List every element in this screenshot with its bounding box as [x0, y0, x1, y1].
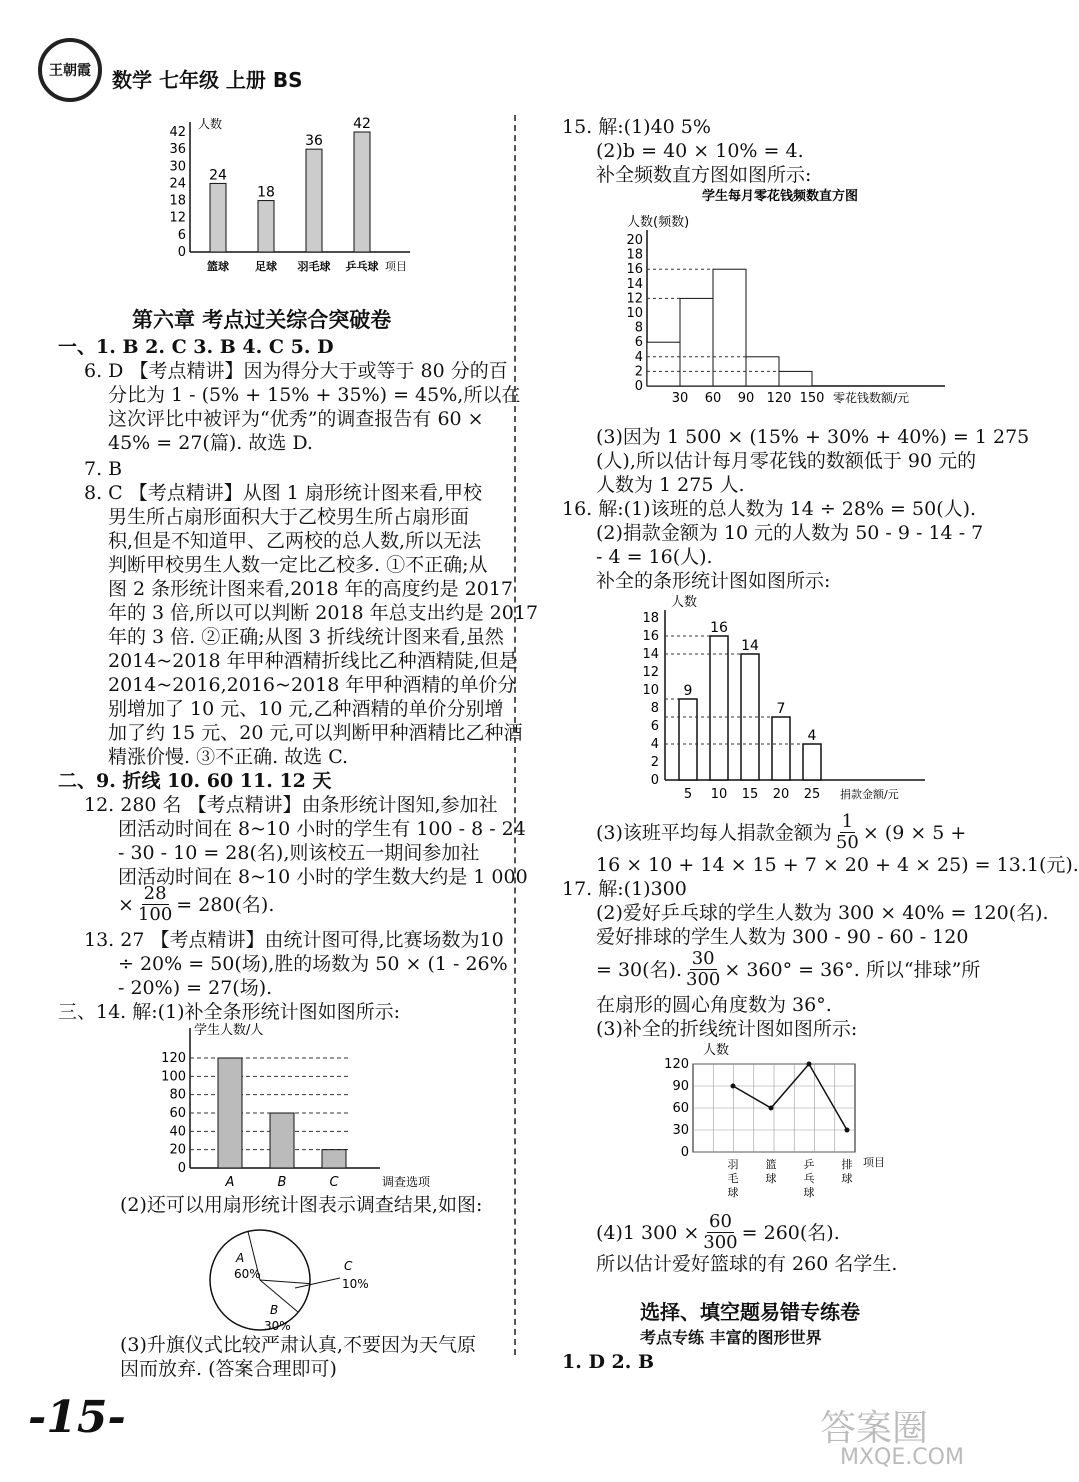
answer-line: 17. 解:(1)300 [562, 878, 687, 900]
chart4-histogram [615, 186, 955, 416]
answer-line: 补全频数直方图如图所示: [596, 164, 812, 186]
pie-slice-edge [260, 1280, 298, 1312]
answer-line: 精涨价慢. ③不正确. 故选 C. [108, 746, 349, 768]
numerator: 1 [841, 811, 854, 832]
bar [258, 201, 274, 252]
y-tick-label: 120 [664, 1057, 689, 1072]
answer-line-fraction [596, 949, 980, 990]
x-tick-label: 10 [710, 787, 728, 802]
fraction [138, 884, 172, 925]
y-tick-label: 14 [642, 647, 659, 662]
answer-line: 16. 解:(1)该班的总人数为 14 ÷ 28% = 50(人). [562, 498, 977, 520]
text: = 260(名). [741, 1221, 840, 1244]
logo-text: 王朝霞 [49, 63, 91, 79]
answer-line: 在扇形的圆心角度数为 36°. [596, 994, 832, 1016]
answer-line: 1. D 2. B [562, 1351, 655, 1373]
x-tick-label: A [225, 1175, 235, 1190]
page-header-title: 数学 七年级 上册 BS [112, 68, 303, 92]
answer-line: 别增加了 10 元、10 元,乙种酒精的单价分别增 [108, 698, 504, 720]
section-title: 第六章 考点过关综合突破卷 [132, 307, 392, 332]
y-tick-label: 6 [177, 227, 186, 243]
x-tick-label: 乒乓球 [345, 260, 379, 273]
y-tick-label: 120 [161, 1051, 186, 1066]
answer-line: 年的 3 倍,所以可以判断 2018 年总支出约是 2017 [108, 602, 539, 624]
fraction [703, 1212, 737, 1253]
y-axis-label: 人数(频数) [627, 215, 690, 230]
x-tick-label: 排 [841, 1158, 853, 1171]
chart1-sports-bar [160, 112, 440, 277]
bar [713, 269, 746, 386]
y-tick-label: 10 [642, 683, 659, 698]
answer-line-fraction [596, 1212, 840, 1253]
answer-line: (3)补全的折线统计图如图所示: [596, 1018, 858, 1040]
y-tick-label: 36 [169, 142, 186, 158]
y-tick-label: 14 [626, 276, 643, 292]
x-tick-label: 90 [737, 391, 755, 406]
answer-line: 年的 3 倍. ②正确;从图 3 折线统计图来看,虽然 [108, 626, 504, 648]
bar [803, 744, 821, 780]
answer-line: 积,但是不知道甲、乙两校的总人数,所以无法 [108, 530, 482, 552]
x-tick-label: 20 [772, 787, 790, 802]
x-tick-label: 60 [704, 391, 722, 406]
y-tick-label: 12 [626, 291, 643, 307]
denominator: 300 [703, 1232, 738, 1253]
answer-line: 12. 280 名 【考点精讲】由条形统计图知,参加社 [84, 794, 498, 816]
answer-line: 分比为 1 - (5% + 15% + 35%) = 45%,所以在 [108, 384, 521, 406]
slice-pct: 60% [234, 1267, 261, 1281]
data-label: 4 [807, 728, 817, 744]
answer-line: 13. 27 【考点精讲】由统计图可得,比赛场数为10 [84, 929, 504, 951]
fraction [836, 812, 859, 853]
x-tick-label: 篮球 [207, 260, 229, 273]
answer-line: 2014~2018 年甲种酒精折线比乙种酒精陡,但是 [108, 650, 518, 672]
logo [38, 38, 102, 102]
answer-line-fraction [118, 884, 274, 925]
y-tick-label: 0 [177, 245, 186, 260]
y-tick-label: 90 [672, 1079, 689, 1094]
y-tick-label: 4 [650, 737, 659, 752]
answer-line: 8. C 【考点精讲】从图 1 扇形统计图来看,甲校 [84, 482, 482, 504]
x-axis-label: 零花钱数额/元 [833, 391, 910, 405]
answer-line: 15. 解:(1)40 5% [562, 116, 711, 138]
bar [322, 1150, 346, 1168]
fraction [686, 949, 720, 990]
y-axis-label: 学生人数/人 [194, 1023, 264, 1038]
section-subtitle: 考点专练 丰富的图形世界 [640, 1328, 822, 1347]
text: (3)该班平均每人捐款金额为 [596, 821, 832, 844]
answer-line: (2)还可以用扇形统计图表示调查结果,如图: [120, 1194, 483, 1216]
bar [218, 1058, 242, 1168]
answer-line: 判断甲校男生人数一定比乙校多. ①不正确;从 [108, 554, 488, 576]
y-axis-label: 人数 [703, 1043, 730, 1058]
x-tick-label: 乒 [803, 1158, 815, 1171]
answer-line: 三、14. 解:(1)补全条形统计图如图所示: [58, 1001, 400, 1023]
numerator: 30 [691, 948, 715, 969]
x-tick-label: 120 [766, 391, 792, 406]
x-tick-label: 羽毛球 [297, 260, 331, 273]
y-tick-label: 40 [169, 1124, 186, 1140]
answer-line: ÷ 20% = 50(场),胜的场数为 50 × (1 - 26% [118, 953, 508, 975]
chart5-donation-bar [635, 592, 935, 807]
answer-line: 补全的条形统计图如图所示: [596, 570, 831, 592]
x-tick-label: 篮 [765, 1158, 777, 1171]
x-tick-label: 毛 [727, 1172, 739, 1185]
bar [680, 298, 713, 386]
data-label: 42 [353, 116, 371, 132]
x-axis-label: 捐款金额/元 [840, 788, 899, 801]
slice-pct: 10% [342, 1277, 369, 1291]
y-tick-label: 16 [642, 629, 659, 644]
y-tick-label: 0 [634, 379, 643, 394]
y-axis-label: 人数 [671, 595, 698, 610]
page-number: -15- [28, 1392, 126, 1443]
y-tick-label: 24 [169, 176, 186, 192]
y-tick-label: 12 [169, 210, 186, 226]
x-tick-label: 25 [803, 787, 821, 802]
x-tick-label: 球 [727, 1186, 739, 1199]
x-axis-label: 项目 [863, 1156, 885, 1169]
denominator: 300 [686, 969, 721, 990]
y-tick-label: 2 [634, 364, 643, 380]
answer-line: (3)因为 1 500 × (15% + 30% + 40%) = 1 275 [596, 426, 1030, 448]
x-tick-label: 30 [671, 391, 689, 406]
text: = 280(名). [176, 893, 275, 916]
y-tick-label: 6 [634, 335, 643, 351]
data-label: 7 [776, 701, 786, 717]
answer-line: (人),所以估计每月零花钱的数额低于 90 元的 [596, 450, 977, 472]
watermark-url: MXQE.COM [840, 1445, 964, 1470]
x-tick-label: 足球 [255, 260, 277, 273]
x-axis-label: 项目 [385, 260, 407, 273]
denominator: 100 [137, 904, 173, 925]
answer-line: 这次评比中被评为“优秀”的调查报告有 60 × [108, 408, 484, 430]
y-tick-label: 18 [626, 247, 643, 263]
answer-line: 人数为 1 275 人. [596, 474, 745, 496]
y-tick-label: 0 [680, 1145, 689, 1160]
numerator: 28 [143, 883, 167, 904]
y-tick-label: 18 [169, 193, 186, 209]
y-tick-label: 12 [642, 665, 659, 680]
answer-line: 6. D 【考点精讲】因为得分大于或等于 80 分的百 [84, 360, 508, 382]
x-tick-label: 球 [765, 1172, 777, 1185]
text: = 30(名). [596, 958, 683, 981]
y-tick-label: 80 [169, 1087, 186, 1103]
y-tick-label: 8 [650, 701, 659, 716]
x-axis-label: 调查选项 [382, 1175, 431, 1189]
pie-slice-edge [260, 1280, 310, 1284]
answer-line: 因而放弃. (答案合理即可) [120, 1358, 337, 1380]
series-line [733, 1064, 847, 1130]
answer-line: - 4 = 16(人). [596, 546, 713, 568]
answer-line: - 30 - 10 = 28(名),则该校五一期间参加社 [118, 842, 480, 864]
y-tick-label: 30 [672, 1123, 689, 1138]
answer-line: 7. B [84, 458, 123, 480]
chart2-survey-bar [150, 1020, 460, 1195]
y-tick-label: 2 [650, 755, 659, 770]
x-tick-label: 羽 [727, 1158, 739, 1171]
y-tick-label: 20 [626, 233, 643, 248]
data-point [807, 1062, 812, 1067]
answer-line: 一、1. B 2. C 3. B 4. C 5. D [58, 336, 334, 358]
y-axis-label: 人数 [198, 117, 223, 131]
y-tick-label: 0 [177, 1161, 186, 1176]
answer-line: (2)捐款金额为 10 元的人数为 50 - 9 - 14 - 7 [596, 522, 984, 544]
data-label: 36 [305, 133, 323, 150]
answer-line: 45% = 27(篇). 故选 D. [108, 432, 313, 454]
numerator: 60 [709, 1211, 732, 1232]
answer-line: 图 2 条形统计图来看,2018 年的高度约是 2017 [108, 578, 513, 600]
y-tick-label: 42 [169, 125, 186, 140]
y-tick-label: 20 [169, 1142, 186, 1158]
answer-line: 所以估计爱好篮球的有 260 名学生. [596, 1253, 898, 1275]
bar [772, 717, 790, 780]
text: × 360° = 36°. 所以“排球”所 [724, 958, 981, 981]
answer-line: 加了约 15 元、20 元,可以判断甲种酒精比乙种酒 [108, 722, 523, 744]
denominator: 50 [835, 832, 859, 853]
x-tick-label: 球 [841, 1172, 853, 1185]
data-label: 14 [741, 638, 759, 654]
x-tick-label: B [277, 1175, 287, 1190]
watermark: 答案圈 [820, 1408, 929, 1449]
data-label: 18 [257, 184, 275, 201]
data-label: 16 [710, 620, 728, 636]
slice-label: B [270, 1303, 279, 1317]
answer-line-fraction [596, 812, 966, 853]
text: × [118, 893, 134, 916]
bar [647, 342, 680, 386]
x-tick-label: 150 [799, 391, 825, 406]
answer-line: 二、9. 折线 10. 60 11. 12 天 [58, 770, 332, 792]
y-tick-label: 10 [626, 306, 643, 321]
y-tick-label: 4 [634, 349, 643, 365]
x-tick-label: C [329, 1175, 339, 1190]
slice-label: A [236, 1251, 245, 1265]
text: (4)1 300 × [596, 1221, 700, 1244]
chart-title: 学生每月零花钱频数直方图 [701, 189, 859, 204]
x-tick-label: 5 [683, 787, 693, 802]
bar [679, 699, 697, 780]
y-tick-label: 0 [650, 773, 659, 788]
x-tick-label: 球 [803, 1186, 815, 1199]
x-tick-label: 乓 [803, 1172, 815, 1185]
bar [210, 183, 226, 252]
bar [710, 636, 728, 780]
slice-label: C [344, 1259, 353, 1273]
slice-pct: 30% [264, 1319, 291, 1333]
x-tick-label: 15 [741, 787, 759, 802]
answer-line: (3)升旗仪式比较严肃认真,不要因为天气原 [120, 1334, 476, 1356]
y-tick-label: 6 [650, 719, 659, 734]
answer-line: 团活动时间在 8~10 小时的学生数大约是 1 000 [118, 866, 528, 888]
y-tick-label: 100 [161, 1069, 186, 1085]
answer-line: - 20%) = 27(场). [118, 977, 273, 999]
bar [354, 132, 370, 252]
bar [779, 371, 812, 386]
section-title: 选择、填空题易错专练卷 [640, 1300, 860, 1324]
text: × (9 × 5 + [862, 821, 967, 844]
chart3-pie [200, 1218, 400, 1348]
answer-line: 团活动时间在 8~10 小时的学生有 100 - 8 - 24 [118, 818, 526, 840]
bar [270, 1113, 294, 1168]
data-point [769, 1106, 774, 1111]
data-point [731, 1084, 736, 1089]
y-tick-label: 60 [169, 1106, 186, 1121]
y-tick-label: 30 [169, 159, 186, 175]
data-point [845, 1128, 850, 1133]
y-tick-label: 8 [634, 320, 643, 336]
data-label: 24 [209, 167, 227, 184]
answer-line: 2014~2016,2016~2018 年甲种酒精的单价分 [108, 674, 517, 696]
y-tick-label: 18 [642, 611, 659, 626]
answer-line: (2)爱好乒乓球的学生人数为 300 × 40% = 120(名). [596, 902, 1049, 924]
answer-line: 16 × 10 + 14 × 15 + 7 × 20 + 4 × 25) = 13.1(元). [596, 854, 1079, 876]
answer-line: 男生所占扇形面积大于乙校男生所占扇形面 [108, 506, 470, 528]
answer-line: (2)b = 40 × 10% = 4. [596, 140, 804, 162]
answer-line: 爱好排球的学生人数为 300 - 90 - 60 - 120 [596, 926, 969, 948]
chart6-line [645, 1040, 915, 1205]
y-tick-label: 16 [626, 262, 643, 278]
y-tick-label: 60 [672, 1101, 689, 1116]
data-label: 9 [683, 683, 693, 699]
bar [306, 149, 322, 252]
